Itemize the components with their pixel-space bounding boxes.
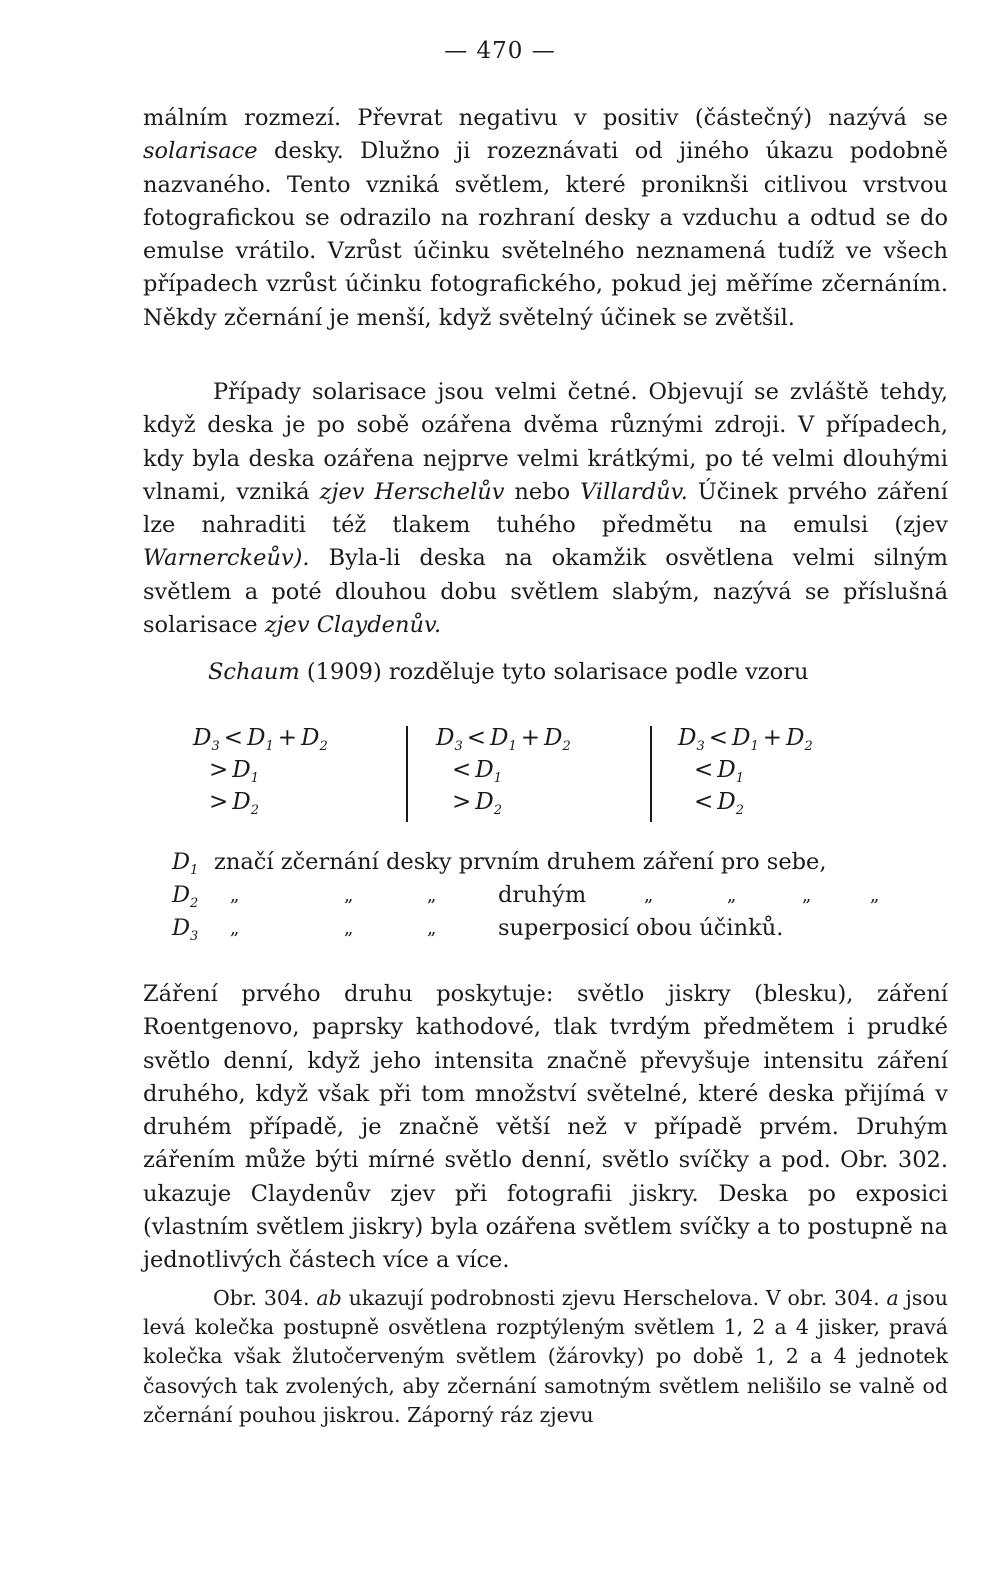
paragraph-text: Účinek prvého záření lze nahraditi též tlakem tuhého předmětu na emulsi (zjev — [143, 478, 948, 539]
ditto-mark: „ — [802, 885, 812, 906]
ditto-mark: „ — [427, 885, 437, 906]
ditto-mark: „ — [230, 918, 240, 939]
author-schaum: Schaum — [208, 659, 300, 685]
figure-label-a: a — [886, 1286, 899, 1310]
formula-line: $D_3 < D_1 + D_2$ — [436, 725, 571, 754]
formula-line: $D_3 < D_1 + D_2$ — [193, 725, 328, 754]
paragraph-text: nebo — [514, 478, 571, 505]
ditto-mark: „ — [727, 885, 737, 906]
figure-label-ab: ab — [316, 1286, 342, 1310]
formula-line: > $D_1$ — [209, 757, 260, 786]
formula-table — [193, 722, 893, 822]
legend-row — [172, 879, 932, 912]
term-solarisace: solarisace — [143, 138, 258, 165]
term-warnercke-effect: Warnerckeův). — [143, 545, 310, 572]
formula-line: > $D_2$ — [452, 789, 503, 818]
term-villard-effect: Villardův. — [580, 478, 688, 505]
paragraph-radiation-kinds: Záření prvého druhu poskytuje: světlo jiskry (blesku), záření Roentgenovo, paprsky kathodové, tlak tvrdým předmětem i prudké světlo denní, když jeho intensita značně převyšuje intensitu záření druhého, když však při tom množství světelné, které deska přijímá v druhém případě, je značně větší než v případě prvém. Druhým zářením může býti mírné světlo denní, světlo svíčky a pod. Obr. 302. ukazuje Claydenův zjev při fotografii jiskry. Deska po exposici (vlastním světlem jiskry) byla ozářena světlem svíčky a to postupně na jednotlivých částech více a více. — [143, 981, 948, 1274]
paragraph-text: (1909) rozděluje tyto solarisace podle vzoru — [306, 659, 809, 685]
paragraph-text: málním rozmezí. Převrat negativu v positiv (částečný) nazývá se — [143, 105, 948, 131]
legend-symbol: $D_2$ — [172, 882, 199, 911]
formula-column-2 — [436, 722, 571, 818]
formula-line: $D_3 < D_1 + D_2$ — [678, 725, 813, 754]
legend-word: druhým — [498, 882, 587, 908]
term-clayden-effect: zjev Claydenův. — [264, 612, 442, 639]
ditto-mark: „ — [344, 885, 354, 906]
column-divider — [406, 726, 408, 822]
legend-symbol: $D_1$ — [172, 849, 199, 878]
formula-line: < $D_1$ — [452, 757, 503, 786]
legend-text: značí zčernání desky prvním druhem záření pro sebe, — [214, 849, 827, 875]
paragraph-text: Byla-li deska na okamžik osvětlena velmi silným světlem a poté dlouhou dobu světlem slabým, nazývá se příslušná solarisace — [143, 545, 949, 639]
formula-line: < $D_1$ — [694, 757, 745, 786]
formula-line: > $D_2$ — [209, 789, 260, 818]
legend-row — [172, 846, 932, 879]
paragraph-solarisation-intro — [143, 102, 948, 335]
paragraph-text: desky. Dlužno ji rozeznávati od jiného úkazu podobně nazvaného. Tento vzniká světlem, které proniknši citlivou vrstvou fotografickou se odrazilo na rozhraní desky a vzduchu a odtud se do emulse vrátilo. Vzrůst účinku světelného neznamená tudíž ve všech případech vzrůst účinku fotografického, pokud jej měříme zčernáním. Někdy zčernání je menší, když světelný účinek se zvětšil. — [143, 138, 948, 331]
legend-row — [172, 912, 932, 945]
paragraph-text: Případy solarisace jsou velmi četné. Objevují se zvláště tehdy, když deska je po sobě ozářena dvěma různými zdroji. V případech, kdy byla deska ozářena nejprve velmi krátkými, po té velmi dlouhými vlnami, vzniká — [143, 379, 948, 505]
ditto-mark: „ — [427, 918, 437, 939]
ditto-mark: „ — [344, 918, 354, 939]
ditto-mark: „ — [870, 885, 880, 906]
formula-line: < $D_2$ — [694, 789, 745, 818]
ditto-mark: „ — [230, 885, 240, 906]
paragraph-schaum — [208, 656, 948, 689]
column-divider — [650, 726, 652, 822]
paragraph-figure-304: Obr. 304. ab ukazují podrobnosti zjevu Herschelova. V obr. 304. a jsou levá kolečka postupně osvětlena rozptýleným světlem 1, 2 a 4 jisker, pravá kolečka však žlutočerveným světlem (žárovky) po době 1, 2 a 4 jednotek časových tak zvolených, aby zčernání samotným světlem nelišilo se valně od zčernání pouhou jiskrou. Záporný ráz zjevu — [143, 1286, 948, 1427]
paragraph-solarisation-cases — [143, 376, 948, 642]
ditto-mark: „ — [644, 885, 654, 906]
legend-symbol: $D_3$ — [172, 915, 199, 944]
formula-column-1 — [193, 722, 328, 818]
symbol-legend — [172, 846, 932, 945]
formula-column-3 — [678, 722, 813, 818]
page-number: — 470 — — [444, 38, 556, 64]
legend-word: superposicí obou účinků. — [498, 915, 784, 941]
term-herschel-effect: zjev Herschelův — [319, 478, 505, 505]
